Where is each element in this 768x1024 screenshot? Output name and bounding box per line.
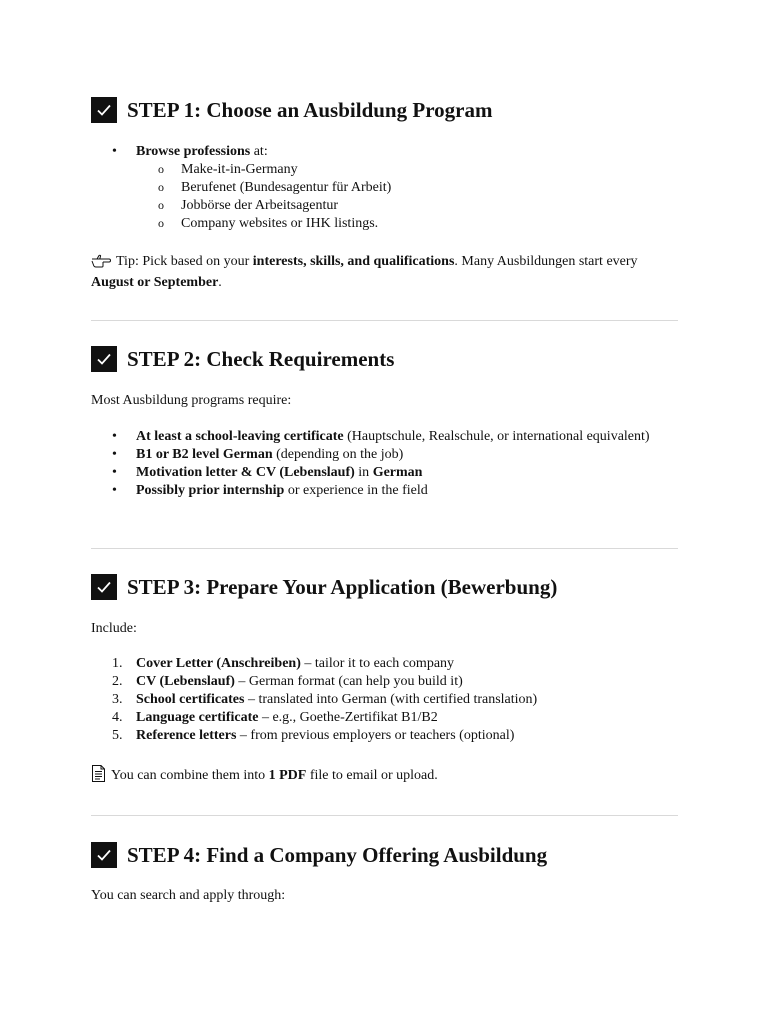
- step-4-section: [91, 840, 679, 905]
- step-2-title: STEP 2: Check Requirements: [127, 347, 395, 371]
- list-item: o Berufenet (Bundesagentur für Arbeit): [91, 179, 679, 197]
- list-item: 5. Reference letters – from previous employers or teachers (optional): [112, 728, 515, 743]
- step-3-heading: [91, 572, 679, 602]
- list-item: • Browse professions at: o Make-it-in-Germany o Berufenet (Bundesagentur für Arbeit) o Jobbörse der Arbeitsagentur o Company websites or IHK listings.: [91, 143, 679, 233]
- sources-list: [91, 161, 679, 233]
- checkmark-icon: [91, 842, 117, 868]
- list-item: 3. School certificates – translated into German (with certified translation): [112, 692, 538, 707]
- section-divider: [91, 815, 678, 816]
- step-2-heading: [91, 344, 679, 374]
- list-item: • B1 or B2 level German (depending on the job): [91, 446, 679, 464]
- step-4-title: STEP 4: Find a Company Offering Ausbildung: [127, 843, 548, 867]
- checkmark-icon: [91, 97, 117, 123]
- section-divider: [91, 320, 678, 321]
- step-2-intro: Most Ausbildung programs require:: [91, 393, 292, 408]
- step-4-heading: [91, 840, 679, 870]
- list-item: • Motivation letter & CV (Lebenslauf) in German: [91, 464, 679, 482]
- step-3-title: STEP 3: Prepare Your Application (Bewerbung): [127, 575, 558, 599]
- checkmark-icon: [91, 574, 117, 600]
- section-divider: [91, 548, 678, 549]
- application-documents-list: [91, 655, 679, 745]
- list-item: o Company websites or IHK listings.: [91, 215, 679, 233]
- list-item: 4. Language certificate – e.g., Goethe-Zertifikat B1/B2: [112, 710, 438, 725]
- step-1-heading: [91, 95, 679, 125]
- step-1-section: [91, 95, 679, 292]
- pointing-hand-icon: [91, 254, 111, 274]
- list-item: 2. CV (Lebenslauf) – German format (can help you build it): [112, 674, 463, 689]
- list-item: o Jobbörse der Arbeitsagentur: [91, 197, 679, 215]
- step-2-section: [91, 344, 679, 500]
- checkmark-icon: [91, 346, 117, 372]
- step-1-title: STEP 1: Choose an Ausbildung Program: [127, 98, 493, 122]
- step-3-intro: Include:: [91, 621, 137, 636]
- tip-paragraph: Tip: Pick based on your interests, skills, and qualifications. Many Ausbildungen start every August or September.: [91, 254, 638, 290]
- list-item: o Make-it-in-Germany: [91, 161, 679, 179]
- pdf-note: You can combine them into 1 PDF file to email or upload.: [91, 765, 679, 788]
- requirements-list: [91, 428, 679, 500]
- document-icon: [91, 765, 106, 788]
- list-item: • At least a school-leaving certificate (Hauptschule, Realschule, or international equivalent): [91, 428, 679, 446]
- browse-list: [91, 143, 679, 233]
- step-3-section: [91, 572, 679, 788]
- list-item: 1. Cover Letter (Anschreiben) – tailor it to each company: [112, 656, 455, 671]
- list-item: • Possibly prior internship or experience in the field: [91, 482, 679, 500]
- step-4-intro: You can search and apply through:: [91, 888, 286, 903]
